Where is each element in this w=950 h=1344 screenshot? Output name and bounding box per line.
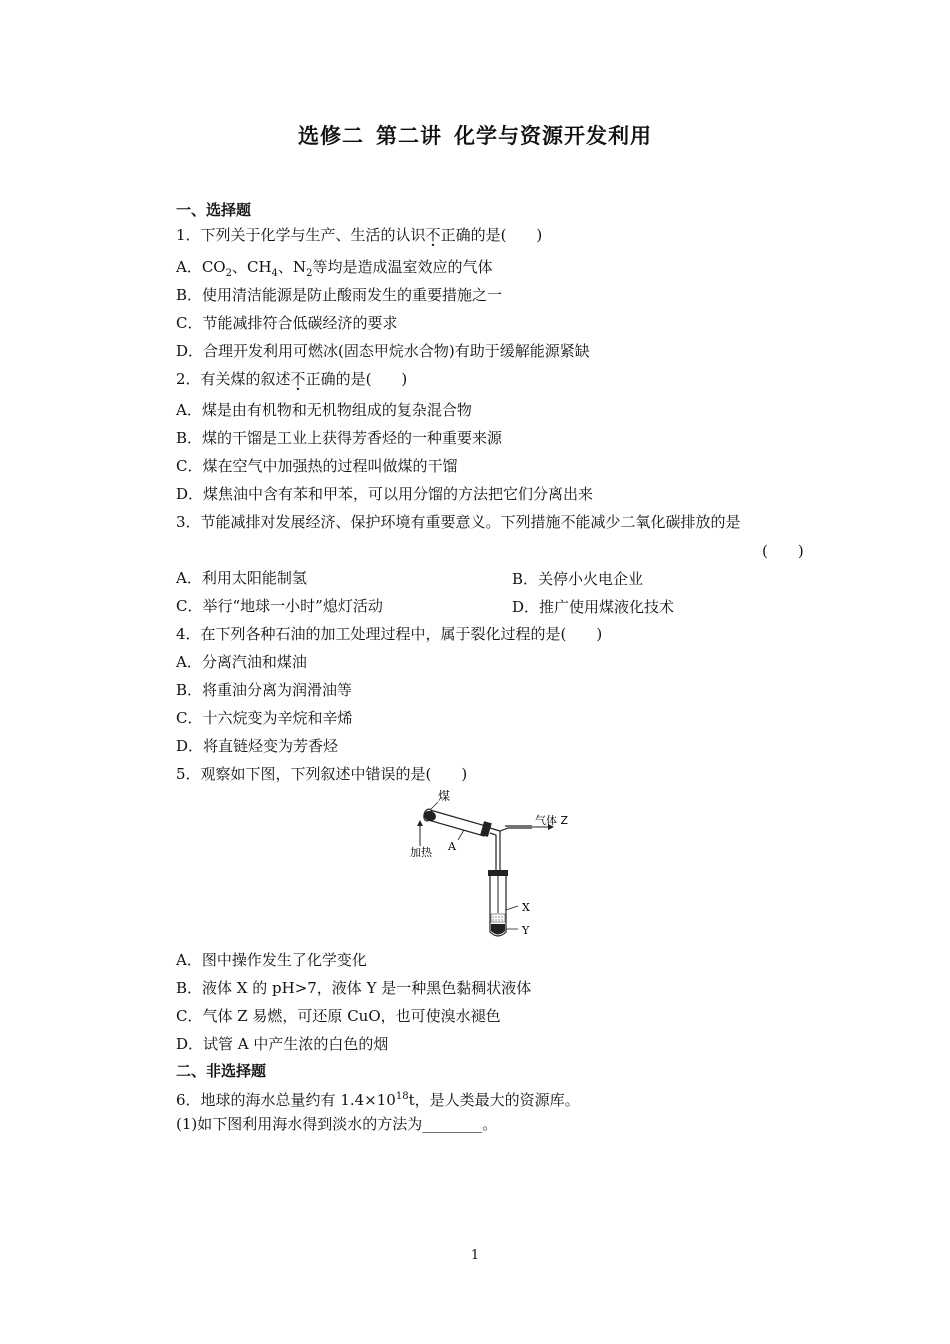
question-5-option-a: A．图中操作发生了化学变化: [176, 951, 367, 969]
question-4-option-a: A．分离汽油和煤油: [176, 653, 307, 671]
question-2-option-d: D．煤焦油中含有苯和甲苯，可以用分馏的方法把它们分离出来: [176, 485, 594, 503]
question-3-option-a: A．利用太阳能制氢: [176, 569, 307, 587]
question-5-option-b: B．液体 X 的 pH>7，液体 Y 是一种黑色黏稠状液体: [176, 979, 532, 997]
question-4-option-c: C．十六烷变为辛烷和辛烯: [176, 709, 353, 727]
question-4-option-d: D．将直链烃变为芳香烃: [176, 737, 339, 755]
label-coal: 煤: [438, 789, 451, 803]
question-2-stem: 2．有关煤的叙述不正确的是( ): [176, 370, 408, 388]
stopper: [480, 821, 492, 837]
question-1-option-c: C．节能减排符合低碳经济的要求: [176, 314, 398, 332]
question-1-option-d: D．合理开发利用可燃冰(固态甲烷水合物)有助于缓解能源紧缺: [176, 342, 590, 360]
question-3-answer-paren: ( ): [762, 542, 804, 560]
question-4-stem: 4．在下列各种石油的加工处理过程中，属于裂化过程的是( ): [176, 625, 603, 643]
emphasis-dot-char: 不: [425, 226, 441, 244]
collection-tube: [488, 870, 508, 936]
question-3-option-d: D．推广使用煤液化技术: [512, 598, 675, 616]
label-gas-z: 气体 Z: [535, 814, 569, 827]
label-heat: 加热: [410, 846, 432, 859]
question-2-option-c: C．煤在空气中加强热的过程叫做煤的干馏: [176, 457, 458, 475]
label-y: Y: [522, 924, 530, 937]
section-heading-nonchoice: 二、非选择题: [176, 1062, 267, 1080]
question-2-option-b: B．煤的干馏是工业上获得芳香烃的一种重要来源: [176, 429, 503, 447]
title-part-2: 第二讲: [376, 124, 442, 148]
label-x: X: [522, 901, 530, 914]
question-6-stem: 6．地球的海水总量约有 $1.4\times 10^{18}t$，是人类最大的资源库。: [176, 1091, 580, 1109]
question-1-stem: 1．下列关于化学与生产、生活的认识不正确的是( ): [176, 226, 543, 244]
question-3-option-c: C．举行“地球一小时”熄灯活动: [176, 597, 383, 615]
question-4-option-b: B．将重油分离为润滑油等: [176, 681, 353, 699]
emphasis-dot-char: 不: [290, 370, 306, 388]
label-tube-a: A: [448, 840, 456, 853]
question-5-stem: 5．观察如下图，下列叙述中错误的是( ): [176, 765, 468, 783]
question-3-stem: 3．节能减排对发展经济、保护环境有重要意义。下列措施不能减少二氧化碳排放的是: [176, 513, 741, 531]
title-part-1: 选修二: [298, 124, 364, 148]
question-5-option-d: D．试管 A 中产生浓的白色的烟: [176, 1035, 389, 1053]
page-title: [0, 120, 950, 150]
question-1-option-a: A．$CO_2$、$CH_4$、$N_2$等均是造成温室效应的气体: [176, 258, 493, 279]
coal-distillation-diagram: [408, 788, 588, 944]
test-tube-a: [423, 808, 492, 837]
question-2-option-a: A．煤是由有机物和无机物组成的复杂混合物: [176, 401, 472, 419]
question-1-option-b: B．使用清洁能源是防止酸雨发生的重要措施之一: [176, 286, 503, 304]
liquid-x: [491, 914, 505, 922]
question-5-option-c: C．气体 Z 易燃，可还原 CuO，也可使溴水褪色: [176, 1007, 501, 1025]
section-heading-choice: 一、选择题: [176, 201, 252, 219]
title-part-3: 化学与资源开发利用: [454, 124, 652, 148]
question-6-sub-1: (1)如下图利用海水得到淡水的方法为________。: [176, 1115, 498, 1133]
page-number: 1: [470, 1248, 480, 1263]
question-3-option-b: B．关停小火电企业: [512, 570, 644, 588]
